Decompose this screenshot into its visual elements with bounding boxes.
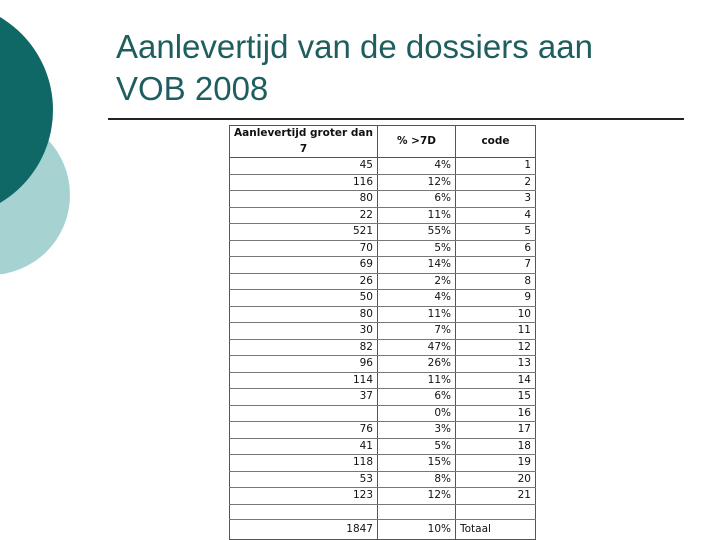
- table-row: [230, 290, 536, 307]
- cell-empty: [378, 504, 456, 520]
- table-row: [230, 240, 536, 257]
- cell-empty: [456, 504, 536, 520]
- table-row: [230, 207, 536, 224]
- cell-code: 10: [456, 306, 536, 323]
- cell-code: 9: [456, 290, 536, 307]
- cell-aanlevertijd: 37: [230, 389, 378, 406]
- table-row-blank: [230, 504, 536, 520]
- cell-percent: 47%: [378, 339, 456, 356]
- cell-percent: 12%: [378, 174, 456, 191]
- cell-aanlevertijd: 70: [230, 240, 378, 257]
- cell-aanlevertijd: 69: [230, 257, 378, 274]
- table-row: [230, 191, 536, 208]
- header-aanlevertijd: Aanlevertijd groter dan 7: [230, 126, 378, 158]
- cell-percent: 8%: [378, 471, 456, 488]
- title-line-1: Aanlevertijd van de dossiers aan: [116, 28, 593, 65]
- cell-percent: 3%: [378, 422, 456, 439]
- cell-aanlevertijd: 30: [230, 323, 378, 340]
- cell-aanlevertijd: 26: [230, 273, 378, 290]
- cell-aanlevertijd: 521: [230, 224, 378, 241]
- table-body: [230, 158, 536, 540]
- decorative-circles: [0, 0, 110, 300]
- cell-code: 8: [456, 273, 536, 290]
- table-row: [230, 158, 536, 175]
- table-row: [230, 422, 536, 439]
- cell-code: 18: [456, 438, 536, 455]
- cell-percent: 15%: [378, 455, 456, 472]
- cell-percent: 4%: [378, 290, 456, 307]
- cell-code: 19: [456, 455, 536, 472]
- title-line-2: VOB 2008: [116, 70, 269, 107]
- cell-code: 15: [456, 389, 536, 406]
- table-row: [230, 438, 536, 455]
- table-row: [230, 174, 536, 191]
- cell-code: 13: [456, 356, 536, 373]
- data-table-container: [229, 125, 536, 540]
- header-percent: % >7D: [378, 126, 456, 158]
- cell-code: 2: [456, 174, 536, 191]
- cell-percent: 4%: [378, 158, 456, 175]
- cell-code: 3: [456, 191, 536, 208]
- data-table: [229, 125, 536, 540]
- cell-percent: 12%: [378, 488, 456, 505]
- cell-percent: 26%: [378, 356, 456, 373]
- cell-percent: 14%: [378, 257, 456, 274]
- title-divider: [108, 118, 684, 120]
- total-value: 1847: [230, 520, 378, 540]
- circles-graphic: [0, 0, 110, 300]
- table-row: [230, 323, 536, 340]
- table-row: [230, 257, 536, 274]
- cell-code: 16: [456, 405, 536, 422]
- cell-code: 21: [456, 488, 536, 505]
- table-row: [230, 356, 536, 373]
- cell-percent: 5%: [378, 438, 456, 455]
- table-row: [230, 372, 536, 389]
- cell-percent: 6%: [378, 191, 456, 208]
- cell-code: 1: [456, 158, 536, 175]
- cell-aanlevertijd: 123: [230, 488, 378, 505]
- table-row: [230, 471, 536, 488]
- table-row: [230, 405, 536, 422]
- cell-code: 14: [456, 372, 536, 389]
- table-row: [230, 389, 536, 406]
- cell-code: 5: [456, 224, 536, 241]
- cell-percent: 11%: [378, 207, 456, 224]
- total-percent: 10%: [378, 520, 456, 540]
- cell-code: 20: [456, 471, 536, 488]
- cell-percent: 11%: [378, 372, 456, 389]
- table-row: [230, 306, 536, 323]
- table-header-row: [230, 126, 536, 158]
- cell-aanlevertijd: [230, 405, 378, 422]
- cell-code: 6: [456, 240, 536, 257]
- table-row: [230, 273, 536, 290]
- cell-aanlevertijd: 22: [230, 207, 378, 224]
- cell-percent: 2%: [378, 273, 456, 290]
- cell-aanlevertijd: 114: [230, 372, 378, 389]
- cell-aanlevertijd: 82: [230, 339, 378, 356]
- cell-code: 12: [456, 339, 536, 356]
- cell-aanlevertijd: 116: [230, 174, 378, 191]
- table-row: [230, 455, 536, 472]
- cell-percent: 5%: [378, 240, 456, 257]
- cell-aanlevertijd: 53: [230, 471, 378, 488]
- cell-code: 17: [456, 422, 536, 439]
- cell-percent: 55%: [378, 224, 456, 241]
- cell-percent: 6%: [378, 389, 456, 406]
- cell-aanlevertijd: 80: [230, 306, 378, 323]
- cell-percent: 7%: [378, 323, 456, 340]
- cell-code: 11: [456, 323, 536, 340]
- cell-percent: 11%: [378, 306, 456, 323]
- table-row: [230, 224, 536, 241]
- cell-code: 7: [456, 257, 536, 274]
- cell-aanlevertijd: 45: [230, 158, 378, 175]
- total-label: Totaal: [456, 520, 536, 540]
- cell-aanlevertijd: 80: [230, 191, 378, 208]
- table-row: [230, 339, 536, 356]
- cell-aanlevertijd: 118: [230, 455, 378, 472]
- slide-title: [116, 26, 696, 110]
- header-code: code: [456, 126, 536, 158]
- cell-aanlevertijd: 76: [230, 422, 378, 439]
- cell-empty: [230, 504, 378, 520]
- cell-aanlevertijd: 50: [230, 290, 378, 307]
- cell-percent: 0%: [378, 405, 456, 422]
- cell-code: 4: [456, 207, 536, 224]
- cell-aanlevertijd: 96: [230, 356, 378, 373]
- table-row: [230, 488, 536, 505]
- cell-aanlevertijd: 41: [230, 438, 378, 455]
- table-row-total: [230, 520, 536, 540]
